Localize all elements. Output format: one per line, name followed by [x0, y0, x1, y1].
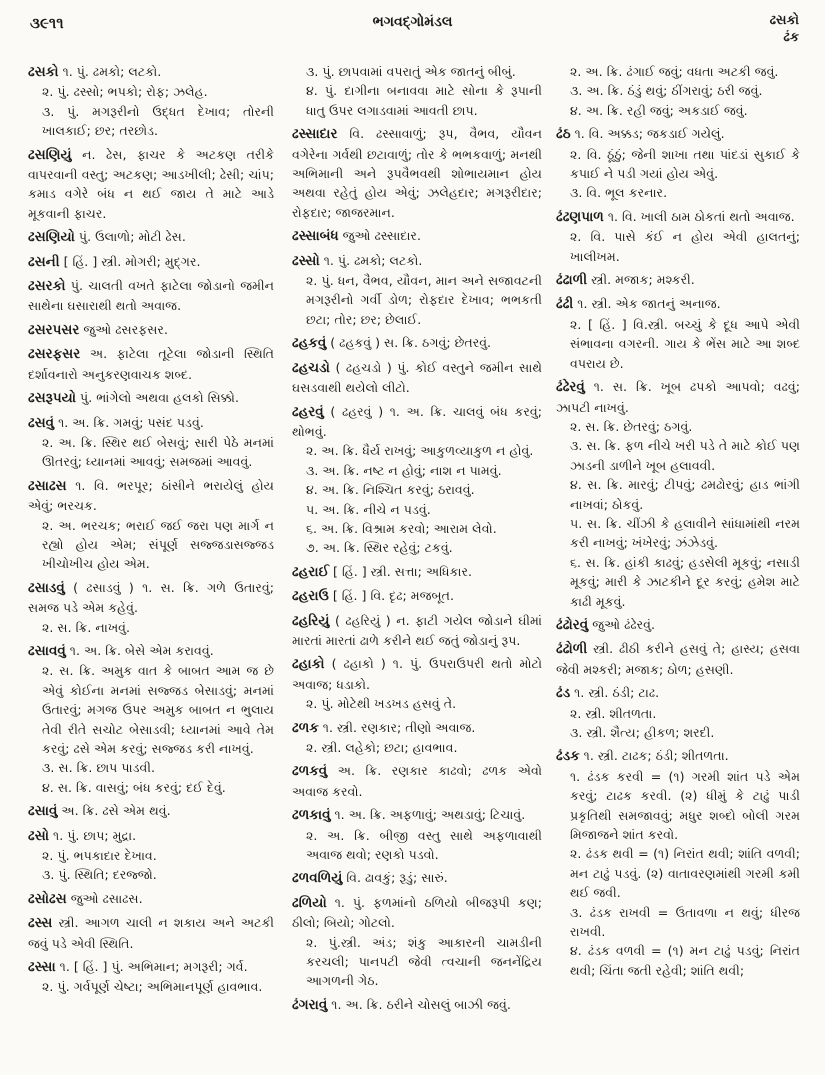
- definition-sense: ( ઢહકવું ) સ. ક્રિ. ઠગવું; છેતરવું.: [330, 335, 492, 351]
- definition-sense: [ હિં. ] વિ. દૃઢ; મજબૂત.: [332, 588, 454, 604]
- definition-sense: સ્ત્રી. આગળ ચાલી ન શકાય અને અટકી જવું પડે એવી સ્થિતિ.: [28, 915, 274, 951]
- headword: ઢળિયો: [292, 894, 327, 911]
- definition-sense: ૩. સ. ક્રિ. છાપ પાડવી.: [42, 760, 155, 776]
- headword: ઢસરૂપયો: [28, 390, 77, 407]
- dictionary-entry: [28, 320, 274, 340]
- dictionary-entry: [28, 913, 274, 953]
- dictionary-entry: [292, 402, 542, 558]
- definition-sense: ૩. અ. ક્રિ. નષ્ટ ન હોવું; નાશ ન પામવું.: [306, 462, 502, 478]
- headword: ઢંઠ: [556, 126, 571, 143]
- dictionary-entry: [292, 251, 542, 330]
- definition-sense: ૨. સ. ક્રિ. છેતરવું; ઠગવું.: [570, 418, 693, 434]
- definition-sense: ૩. અ. ક્રિ. ઠંડું થવું; ઠીંગરાવું; ઠરી જવું.: [570, 83, 763, 99]
- dictionary-entry: [28, 62, 274, 141]
- guide-word-first: ઢસકો: [769, 13, 799, 28]
- headword: ઢસ્સા: [28, 959, 56, 976]
- headword: ઢહરાઉ: [292, 588, 329, 605]
- definition-sense: ૧. [ હિં. ] પું. અભિમાન; મગરૂરી; ગર્વ.: [59, 959, 248, 975]
- dictionary-entry: [28, 413, 274, 472]
- definition-sense: ૧. અ. ક્રિ. અફળાવું; અથડાવું; ટિચાવું.: [334, 807, 526, 823]
- definition-sense: ૧. વિ. અક્કડ; જકડાઈ ગયેલું.: [574, 126, 725, 142]
- headword: ઢંઢોળી: [556, 641, 588, 658]
- headword: ઢહાકો: [292, 656, 325, 673]
- dictionary-entry: [28, 145, 274, 224]
- dictionary-entry: [292, 761, 542, 801]
- definition-sense: ૩. પું. સ્થિતિ; દરજ્જો.: [42, 867, 157, 883]
- column-3: [556, 62, 800, 984]
- dictionary-entry: [292, 868, 542, 888]
- definition-sense: ૧. સ્ત્રી. ટાઢક; ઠંડી; શીતળતા.: [583, 748, 729, 764]
- definition-sense: ૪. પું. દાગીના બનાવવા માટે સોના કે રૂપાની ધાતુ ઉપર લગાડવામાં આવતી છાપ.: [306, 83, 542, 118]
- dictionary-entry: [292, 226, 542, 246]
- definition-sense: ૧. વિ. ભરપૂર; ઠાંસીને ભરાયેલું હોય એવું; ભરચક.: [28, 477, 274, 514]
- definition-sense: ૪. સ. ક્રિ. મારવું; ટીપવું; ઢમઢોરવું; હાડ ભાંગી નાખવાં; ઠોકવું.: [570, 477, 800, 512]
- headword: ઢસાવું: [28, 803, 58, 820]
- dictionary-entry: [292, 805, 542, 864]
- dictionary-entry: [28, 801, 274, 821]
- headword: ઢસ્સો: [292, 252, 320, 269]
- definition-sense: ૨. સ. ક્રિ. નાખવું.: [42, 619, 131, 635]
- definition-sense: ૪. અ. ક્રિ. નિશ્ચિત કરવું; ઠરાવવું.: [306, 482, 475, 498]
- headword: ઢસની: [28, 253, 60, 270]
- dictionary-entry: [292, 562, 542, 582]
- headword: ઢસાવવું: [28, 642, 66, 659]
- definition-sense: ૨. અ. ક્રિ. ધૈર્ય રાખવું; આકુળવ્યાકુળ ન હોવું.: [306, 443, 534, 459]
- headword: ઢંડક: [556, 748, 580, 765]
- dictionary-entry: [292, 586, 542, 606]
- definition-sense: અ. ક્રિ. રણકાર કાઢવો; ઢળક એવો અવાજ કરવો.: [292, 763, 542, 799]
- dictionary-entry: [556, 377, 800, 611]
- headword: ઢંગરાવું: [292, 996, 328, 1013]
- dictionary-entry: [292, 611, 542, 651]
- dictionary-entry: [28, 641, 274, 797]
- definition-sense: સ્ત્રી. ઢીઠી કરીને હસવું તે; હાસ્ય; હસવા જેવી મશ્કરી; મજાક; ઠોળ; હસણી.: [556, 641, 800, 677]
- definition-sense: ૧. અ. ક્રિ. ઠરીને ચોસલું બાઝી જવું.: [331, 996, 511, 1012]
- book-title: ભગવદ્ગોમંડલ: [372, 14, 453, 30]
- headword: ઢંઢણપાળ: [556, 208, 604, 225]
- column-1: [28, 62, 274, 1001]
- definition-sense: ૩. પું. મગરૂરીનો ઉદ્ધત દેખાવ; તોરની ખાલકાઈ; છર; તરછોડ.: [42, 103, 274, 139]
- headword: ઢંડ: [556, 685, 571, 702]
- definition-sense: ૨. અ. ક્રિ. ઢંગાઈ જવું; વધતા અટકી જવું.: [570, 64, 779, 79]
- headword: ઢસરપસર: [28, 321, 80, 338]
- definition-sense: ૩. સ્ત્રી. શૈત્ય; હીકળ; શરદી.: [570, 725, 715, 740]
- definition-sense: ૨. વિ. પાસે કંઈ ન હોય એવી હાલતનું; ખાલીખમ.: [570, 229, 800, 264]
- headword: ઢસ્સાબંધ: [292, 228, 339, 245]
- headword: ઢહકવું: [292, 335, 327, 352]
- dictionary-entry: [556, 639, 800, 679]
- dictionary-entry: [292, 62, 542, 120]
- definition-sense: પું. ભાંગેલો અથવા હલકો સિક્કો.: [80, 390, 239, 406]
- definition-sense: ૨. ઢંડક થવી = (૧) નિરાંત થવી; શાંતિ વળવી; મન ટાઢું પડવું. (૨) વાતાવરણમાંથી ગરમી કમી થઈ જવી.: [570, 846, 800, 901]
- guide-word-last: ઢંક: [783, 30, 799, 45]
- headword: ઢસવું: [28, 414, 55, 431]
- dictionary-entry: [292, 654, 542, 713]
- headword: ઢંઢેરવું: [556, 379, 585, 396]
- headword: ઢળકવું: [292, 763, 328, 780]
- headword: ઢસ્સાદાર: [292, 126, 338, 143]
- page-number: ૩૯૧૧: [30, 14, 64, 32]
- definition-sense: ૩. પું. છાપવામાં વપરાતું એક જાતનું બીબું.: [306, 64, 516, 79]
- definition-sense: ૧. સ્ત્રી. ઠંડી; ટાઢ.: [574, 685, 660, 701]
- definition-sense: ૧. અ. ક્રિ. બેસે એમ કરાવવું.: [69, 642, 214, 658]
- headword: ઢસાઢસ: [28, 477, 67, 494]
- definition-sense: ૩. ઢંડક રાખવી = ઉતાવળા ન થવું; ધીરજ રાખવી.: [570, 904, 800, 940]
- definition-sense: વિ. ઢાવકું; રૂડું; સારું.: [346, 870, 448, 886]
- definition-sense: ( ઢહાકો ) ૧. પું. ઉપરાઉપરી થતો મોટો અવાજ; ધડાકો.: [292, 656, 542, 692]
- headword: ઢહરવું: [292, 403, 324, 420]
- definition-sense: ૨. અ. ક્રિ. બીજી વસ્તુ સાથે અફળાવાથી અવાજ થવો; રણકો પડવો.: [306, 827, 542, 863]
- definition-sense: ૩. વિ. ભૂલ કરનાર.: [570, 185, 668, 201]
- dictionary-entry: [292, 893, 542, 991]
- headword: ઢસણિયું: [28, 146, 72, 163]
- definition-sense: જુઓ ઢસાઢસ.: [70, 890, 143, 906]
- definition-sense: ૬. સ. ક્રિ. હાંકી કાઢવું; હડસેલી મૂકવું; નસાડી મૂકવું; મારી કે ઝાટકીને દૂર કરવું; હમેશ માટે કાઢી મૂકવું.: [570, 554, 800, 609]
- headword: ઢસાડવું: [28, 579, 65, 596]
- definition-sense: ૧. પું. ફળમાંનો ઠળિયો બીજરૂપી કણ; ઠીલો; બિયો; ગોટલો.: [292, 894, 542, 931]
- definition-sense: ૧. સ. ક્રિ. ખૂબ ઢપકો આપવો; વઢવું; ઝાપટી નાખવું.: [556, 379, 800, 415]
- definition-sense: ૬. અ. ક્રિ. વિશ્રામ કરવો; આરામ લેવો.: [306, 520, 497, 536]
- definition-sense: ૨. પું. ભપકાદાર દેખાવ.: [42, 848, 157, 864]
- definition-sense: પું. ઉલાળો; મોટી ઢેસ.: [78, 229, 186, 245]
- column-2: [292, 62, 542, 1019]
- definition-sense: ( ઢહરવું ) ૧. અ. ક્રિ. ચાલવું બંધ કરવું; થોભવું.: [292, 403, 542, 439]
- definition-sense: ૨. પું.સ્ત્રી. અંડ; શંકુ આકારની ચામડીની કરચલી; પાનપટી જેવી ત્વચાની જનનેંદ્રિય આગળની ગેઠ.: [306, 934, 542, 989]
- dictionary-entry: [28, 826, 274, 885]
- definition-sense: ૨. પું. ધન, વૈભવ, યૌવન, માન અને સજાવટની મગરૂરીનો ગર્વી ડોળ; રોફદાર દેખાવ; ભભકતી છટા; તોર; છર; છેલાઈ.: [306, 273, 542, 327]
- dictionary-entry: [28, 227, 274, 247]
- headword: ઢળક: [292, 719, 319, 736]
- headword: ઢસકો: [28, 64, 59, 80]
- dictionary-entry: [28, 252, 274, 272]
- definition-sense: જુઓ ઢંઢેરવું.: [592, 616, 656, 632]
- definition-sense: ૨. સ. ક્રિ. અમુક વાત કે બાબત આમ જ છે એવું કોઈના મનમાં સજ્જડ બેસાડવું; મનમાં ઉતારવું; મગજ ઉપર અમુક બાબત ન ભુલાય તેવી રીતે સચોટ બેસાડવી; ધ્યાનમાં આવે તેમ કરવું; ઢસે એમ કરવું; સજ્જડ કરી નાખવું.: [42, 663, 274, 756]
- definition-sense: ૭. અ. ક્રિ. સ્થિર રહેવું; ટકવું.: [306, 540, 453, 556]
- headword: ઢંઢી: [556, 296, 574, 313]
- definition-sense: ૩. સ. ક્રિ. ફળ નીચે ખરી પડે તે માટે કોઈ પણ ઝાડની ડાળીને ખૂબ હલાવવી.: [570, 438, 800, 473]
- definition-sense: ૫. સ. ક્રિ. ચીંઝી કે હલાવીને સાંધામાંથી નરમ કરી નાખવું; ખંખેરવું; ઝંઝેડવું.: [570, 515, 800, 551]
- dictionary-entry: [556, 683, 800, 742]
- dictionary-entry: [556, 62, 800, 120]
- dictionary-entry: [556, 746, 800, 980]
- dictionary-entry: [556, 207, 800, 266]
- headword: ઢહચડો: [292, 359, 330, 376]
- definition-sense: ૨. [ હિં. ] વિ.સ્ત્રી. બચ્ચું કે દૂધ આપે એવી સંભાવના વગરની. ગાય કે ભેંસ માટે આ શબ્દ વપરાય છે.: [570, 316, 800, 371]
- dictionary-entry: [28, 957, 274, 997]
- definition-sense: ( ઢસાડવું ) ૧. સ. ક્રિ. ગળે ઉતારવું; સમજ પડે એમ કહેવું.: [28, 579, 274, 616]
- definition-sense: [ હિં. ] સ્ત્રી. મોગરી; મુદ્ગર.: [63, 253, 201, 269]
- definition-sense: સ્ત્રી. મજાક; મશ્કરી.: [591, 272, 695, 288]
- dictionary-entry: [28, 476, 274, 574]
- definition-sense: ૧. ઢંડક કરવી = (૧) ગરમી શાંત પડે એમ કરવું; ટાઢક કરવી. (૨) ધીમું કે ટાઢું પાડી પ્રકૃતિથી સમજાવવું; મધુર શબ્દો બોલી ગરમ મિજાજને શાંત કરવો.: [570, 768, 800, 843]
- definition-sense: ૨. સ્ત્રી. લહેકો; છટા; હાવભાવ.: [306, 740, 458, 755]
- definition-sense: ૧. પું. છાપ; મુદ્રા.: [53, 827, 137, 843]
- dictionary-entry: [292, 333, 542, 353]
- headword: ઢસ્સ: [28, 915, 53, 932]
- dictionary-entry: [556, 294, 800, 373]
- headword: ઢહરાઈ: [292, 563, 330, 580]
- definition-sense: પું. ચાલતી વખતે ફાટેલા જોડાનો જમીન સાથેના ઘસારાથી થતો અવાજ.: [28, 278, 274, 314]
- dictionary-entry: [28, 344, 274, 384]
- definition-sense: ૫. અ. ક્રિ. નીચે ન પડવું.: [306, 501, 431, 517]
- dictionary-entry: [556, 270, 800, 290]
- dictionary-entry: [556, 124, 800, 203]
- definition-sense: ૧. પું. ઢમકો; લટકો.: [62, 64, 162, 79]
- headword: ઢંઢોરવું: [556, 616, 589, 633]
- definition-sense: ૨. પું. ઢસ્સો; ભપકો; રોફ; ઝલેહ.: [42, 84, 208, 100]
- headword: ઢળવળિયું: [292, 870, 343, 887]
- definition-sense: ૪. અ. ક્રિ. રહી જવું; અકડાઈ જવું.: [570, 102, 748, 118]
- definition-sense: વિ. ઢસ્સાવાળું; રૂપ, વૈભવ, યૌવન વગેરેના ગર્વથી છટાવાળું; તોર કે ભભકવાળું; મનથી અભિમાની અને રૂપવૈભવથી શોભાયમાન હોય અથવા રહેતું હોય એવું; ઝલેહદાર; મગરૂરીદાર; રોફદાર; જાજરમાન.: [292, 126, 542, 220]
- definition-sense: ૪. ઢંડક વળવી = (૧) મન ટાઢું પડવું; નિરાંત થવી; ચિંતા જતી રહેવી; શાંતિ થવી;: [570, 943, 800, 978]
- definition-sense: અ. ક્રિ. ઢસે એમ થવું.: [61, 803, 171, 819]
- definition-sense: ૧. સ્ત્રી. એક જાતનું અનાજ.: [577, 296, 721, 312]
- definition-sense: ૨. પું. મોટેથી ખડખડ હસવું તે.: [306, 696, 457, 712]
- guide-words: [770, 12, 799, 46]
- headword: ઢસણિયો: [28, 229, 75, 246]
- dictionary-entry: [556, 615, 800, 635]
- definition-sense: [ હિં. ] સ્ત્રી. સત્તા; અધિકાર.: [333, 563, 473, 579]
- headword: ઢંઢાળી: [556, 272, 588, 289]
- headword: ઢહરિયું: [292, 612, 330, 629]
- dictionary-entry: [292, 995, 542, 1015]
- definition-sense: ૧. વિ. ખાલી ઠામ ઠોકતાં થતો અવાજ.: [607, 208, 795, 224]
- definition-sense: ( ઢહચડો ) પું. કોઈ વસ્તુને જમીન સાથે ઘસડવાથી થયેલો લીટો.: [292, 359, 542, 396]
- definition-sense: ૧. સ્ત્રી. રણકાર; તીણો અવાજ.: [322, 719, 476, 735]
- dictionary-entry: [292, 718, 542, 758]
- dictionary-entry: [292, 124, 542, 222]
- definition-sense: ૨. અ. ભરચક; ભરાઈ જઈ જરા પણ માર્ગ ન રહ્યો હોય એમ; સંપૂર્ણ સજ્જડાસજ્જડ ખીચોખીચ હોય એમ.: [42, 517, 274, 572]
- dictionary-entry: [28, 388, 274, 408]
- dictionary-entry: [28, 889, 274, 909]
- definition-sense: જુઓ ઢસ્સાદાર.: [342, 228, 421, 244]
- definition-sense: જુઓ ઢસરફસર.: [83, 321, 168, 337]
- headword: ઢસરફસર: [28, 346, 81, 363]
- definition-sense: ૨. પું. ગર્વપૂર્ણ ચેષ્ટા; અભિમાનપૂર્ણ હાવભાવ.: [42, 979, 263, 995]
- definition-sense: ૨. અ. ક્રિ. સ્થિર થઈ બેસવું; સારી પેઠે મનમાં ઊતરવું; ધ્યાનમાં આવવું; સમજમાં આવવું.: [42, 434, 274, 470]
- headword: ઢસો: [28, 827, 50, 844]
- definition-sense: અ. ફાટેલા તૂટેલા જોડાની સ્થિતિ દર્શાવનારો અનુકરણવાચક શબ્દ.: [28, 346, 274, 382]
- definition-sense: ૨. વિ. ઠૂંઠું; જેની શાખા તથા પાંદડાં સુકાઈ કે કપાઈ ને પડી ગયાં હોય એવું.: [570, 146, 800, 182]
- headword: ઢસરકો: [28, 278, 66, 295]
- headword: ઢસોઢસ: [28, 890, 67, 907]
- definition-sense: ન. ઢેસ, ફાચર કે અટકણ તરીકે વાપરવાની વસ્તુ; અટકણ; આડખીલી; ઢેસી; ચાંપ; કમાડ વગેરે બંધ ન થઈ જાય તે માટે આડે મૂકવાની ફાચર.: [28, 146, 274, 221]
- definition-sense: ( ઢહરિયું ) ન. ફાટી ગયેલ જોડાને ઘીમાં મારતાં મારતાં ઢાળે કરીને થઈ જતું જોડાનું રૂપ.: [292, 612, 542, 648]
- definition-sense: ૧. પું. ઢમકો; લટકો.: [323, 252, 423, 268]
- definition-sense: ૨. સ્ત્રી. શીતળતા.: [570, 705, 657, 721]
- page-header: [0, 10, 825, 50]
- headword: ઢળકાવું: [292, 807, 331, 824]
- dictionary-entry: [292, 358, 542, 398]
- dictionary-entry: [28, 578, 274, 637]
- dictionary-entry: [28, 276, 274, 316]
- definition-sense: ૪. સ. ક્રિ. વાસવું; બંધ કરવું; દઈ દેવું.: [42, 779, 226, 795]
- definition-sense: ૧. અ. ક્રિ. ગમવું; પસંદ પડવું.: [58, 414, 204, 430]
